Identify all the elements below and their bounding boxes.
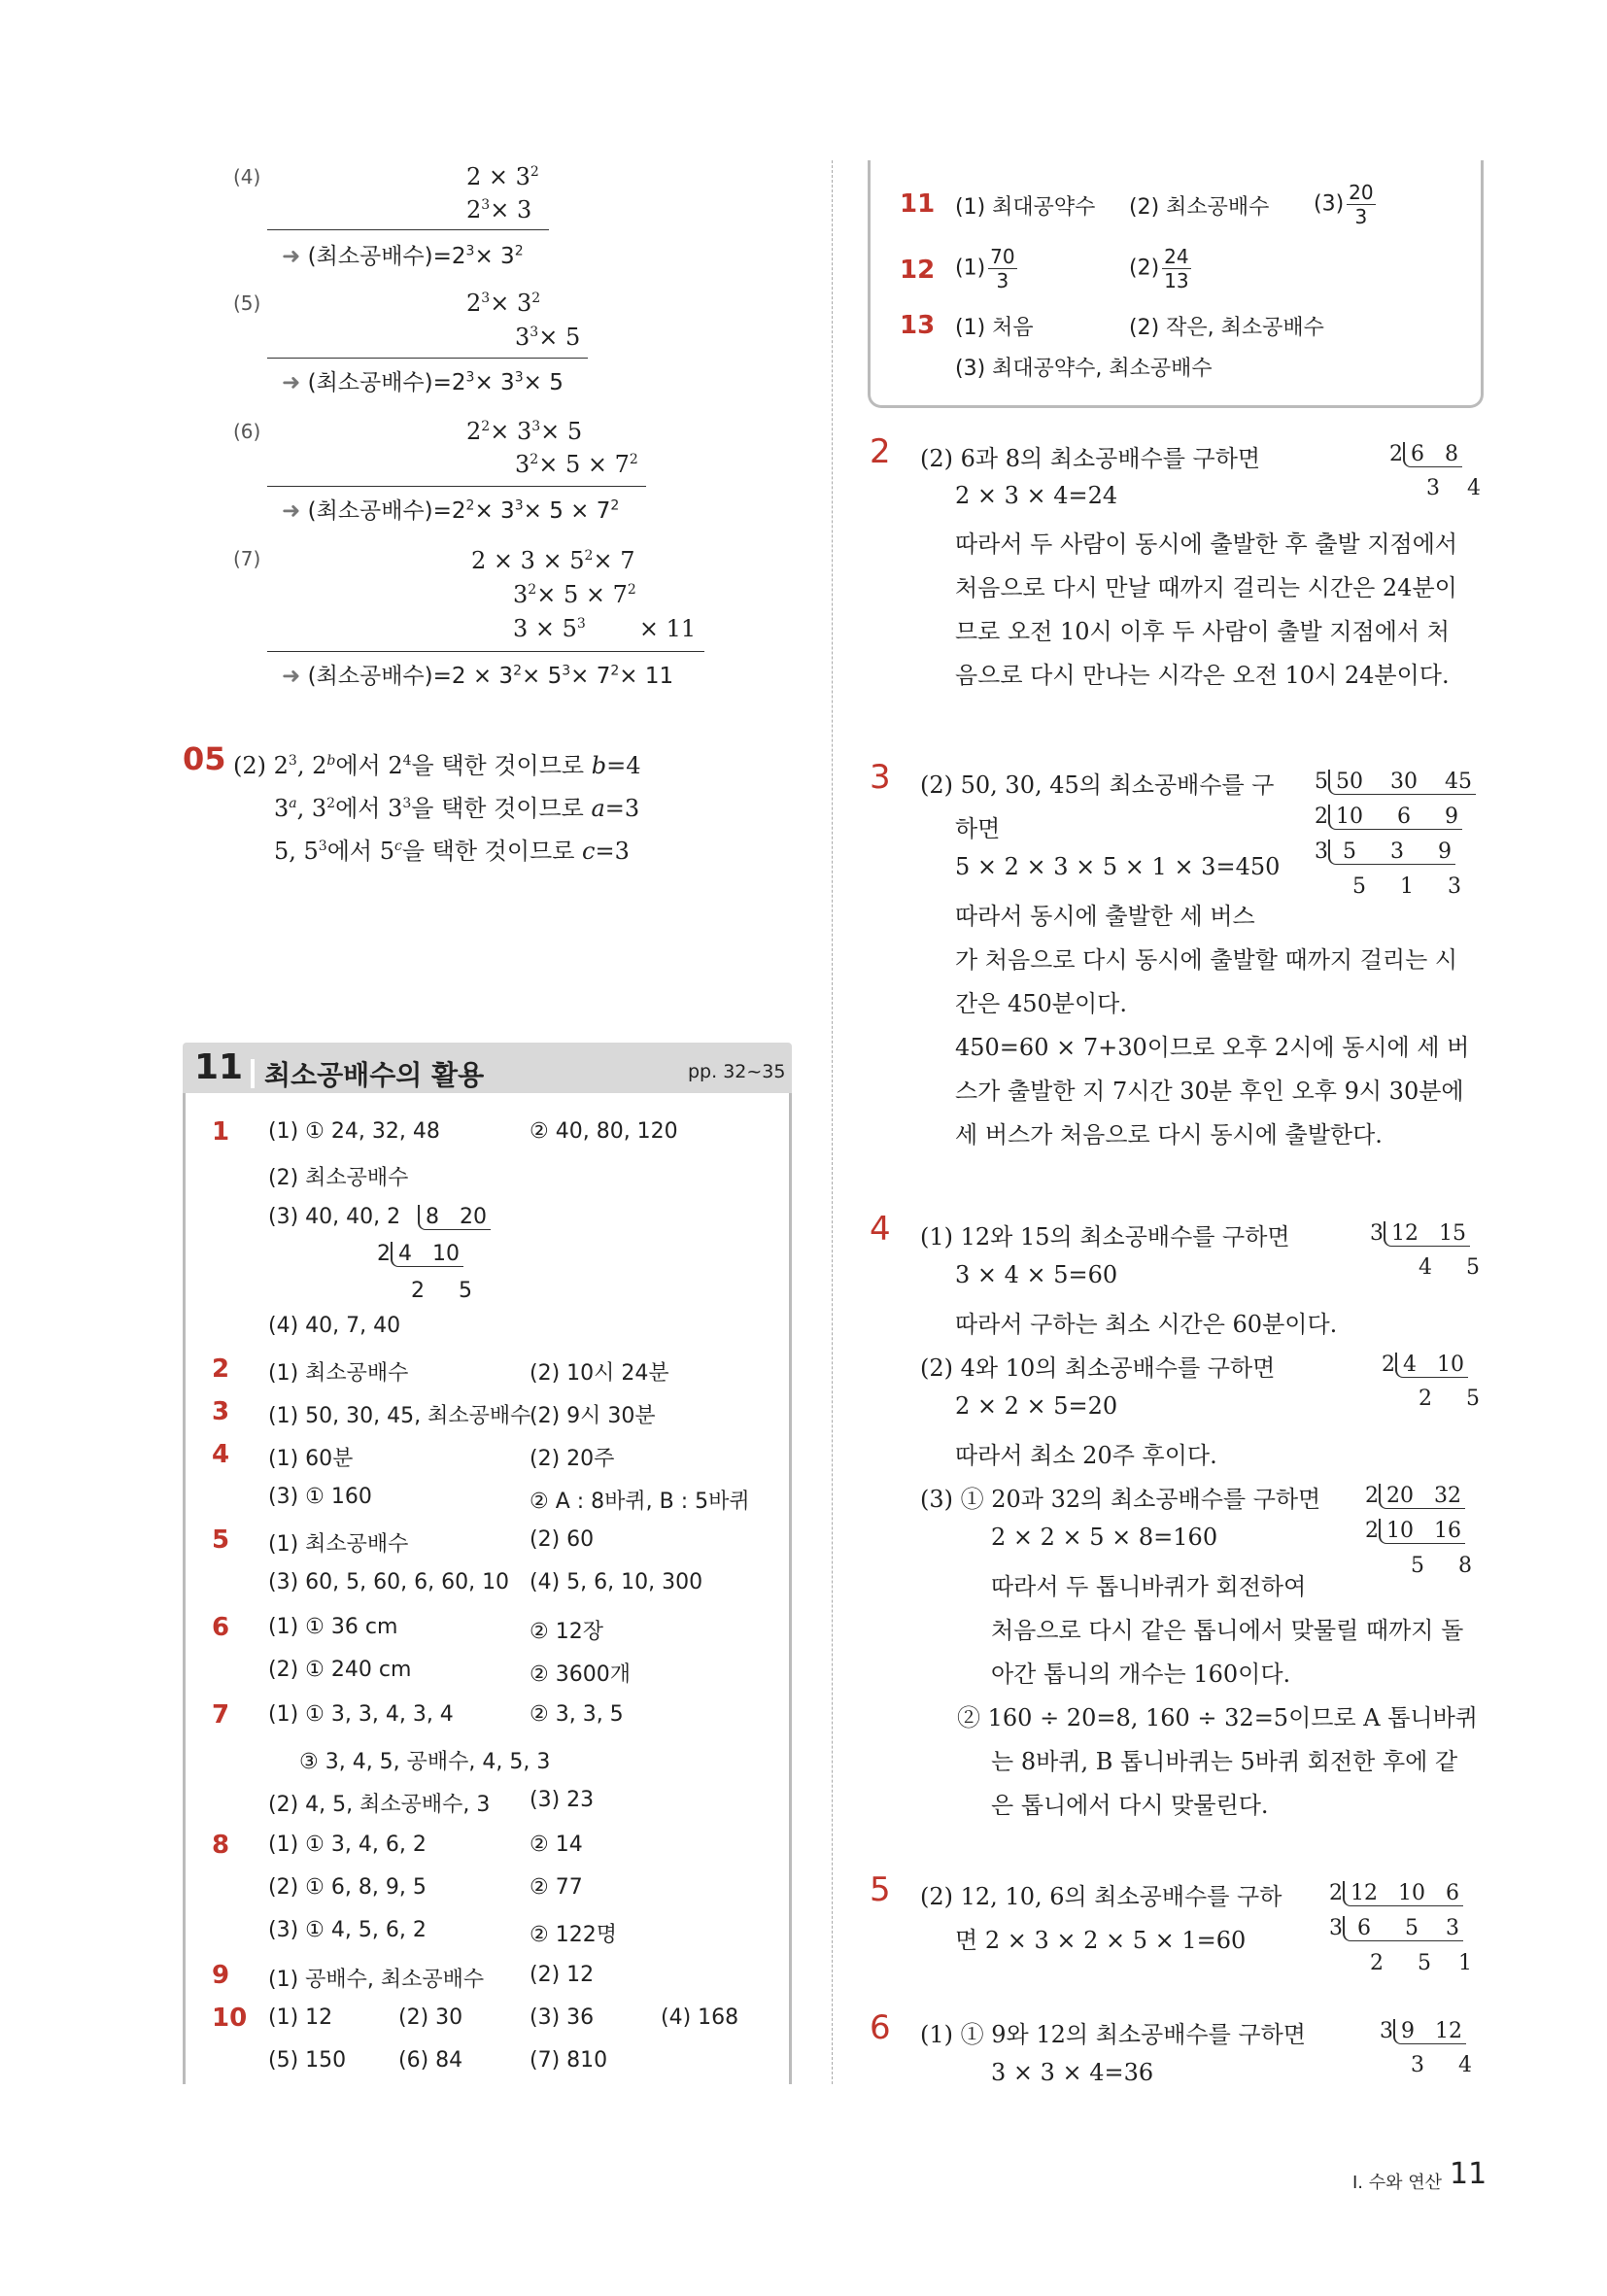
factor-row: $3 \times 5^3 \times 11$ (513, 615, 697, 642)
section-title: 최소공배수의 활용 (264, 1059, 485, 1091)
answer-text: ② 3, 3, 5 (530, 1702, 624, 1727)
division-row: 3 9 12 (1380, 2019, 1466, 2044)
answer-fraction: (2) $\frac{24}{13}$ (1129, 245, 1189, 292)
factor-row: $2^3\times 3$ (466, 196, 532, 223)
problem-label: (6) (233, 420, 261, 443)
answer-number: 12 (900, 256, 936, 285)
answer-number: 11 (900, 189, 936, 219)
answer-text: (1) 최대공약수 (955, 195, 1096, 220)
answer-text: (4) 40, 7, 40 (268, 1314, 401, 1338)
explanation-line: 므로 오전 10시 이후 두 사람이 출발 지점에서 처 (955, 618, 1450, 645)
lcm-result: ➜ (최소공배수)$=2 \times 3^2\times 5^3\times 7^2\times 11$ (282, 663, 674, 689)
explanation-line: 5, $5^3$에서 5$^c$을 택한 것이므로 c=3 (274, 838, 630, 865)
factor-row: $2^2\times 3^3\times 5$ (466, 418, 583, 445)
answer-text: (2) 9시 30분 (530, 1404, 656, 1428)
explanation-line: 따라서 최소 20주 후이다. (955, 1442, 1217, 1469)
answer-text: ② A : 8바퀴, B : 5바퀴 (530, 1490, 750, 1514)
division-row: 2 6 8 (1389, 442, 1462, 467)
answer-number: 1 (212, 1117, 230, 1147)
answer-text: (1) 최소공배수 (268, 1361, 409, 1386)
division-row: 3 5 3 9 (1315, 840, 1455, 865)
explanation-line: 음으로 다시 만나는 시각은 오전 10시 24분이다. (955, 662, 1450, 689)
explanation-number: 5 (870, 1870, 891, 1909)
explanation-line: 따라서 두 톱니바퀴가 회전하여 (991, 1573, 1307, 1600)
division-quotient: 3 4 (1426, 476, 1481, 500)
answer-text: (6) 84 (398, 2048, 463, 2073)
explanation-line: 처음으로 다시 만날 때까지 걸리는 시간은 24분이 (955, 574, 1457, 601)
lcm-result: ➜ (최소공배수)$=2^3\times 3^3\times 5$ (282, 369, 564, 395)
answer-text: (1) ① 3, 3, 4, 3, 4 (268, 1702, 454, 1727)
division-row: 2 4 10 (1382, 1353, 1468, 1378)
explanation-number: 2 (870, 432, 891, 471)
question-number: 05 (183, 740, 226, 777)
answer-text: (1) 공배수, 최소공배수 (268, 1968, 485, 1992)
factor-row: $3^2\times 5 \times 7^2$ (515, 451, 638, 478)
problem-label: (5) (233, 291, 261, 315)
factor-row: $2^3\times 3^2$ (466, 290, 541, 317)
explanation-line: 스가 출발한 지 7시간 30분 후인 오후 9시 30분에 (955, 1078, 1464, 1105)
answer-text: ③ 3, 4, 5, 공배수, 4, 5, 3 (299, 1750, 551, 1774)
division-row: 2 4 10 (377, 1242, 463, 1267)
answer-fraction: (3) $\frac{20}{3}$ (1314, 181, 1374, 228)
explanation-number: 4 (870, 1210, 891, 1249)
page-range: pp. 32~35 (688, 1061, 786, 1082)
answer-text: (1) ① 3, 4, 6, 2 (268, 1833, 427, 1857)
explanation-line: 아간 톱니의 개수는 160이다. (991, 1661, 1291, 1688)
factor-row: $3^2\times 5 \times 7^2$ (513, 581, 636, 608)
answer-text: (2) 30 (398, 2005, 463, 2030)
explanation-line: 세 버스가 처음으로 다시 동시에 출발한다. (955, 1121, 1383, 1148)
answer-number: 13 (900, 311, 936, 340)
answer-text: ② 3600개 (530, 1662, 631, 1687)
explanation-line: ② 160 ÷ 20=8, 160 ÷ 32=5이므로 A 톱니바퀴 (957, 1704, 1478, 1731)
lcm-result: ➜ (최소공배수)$=2^3\times 3^2$ (282, 243, 524, 269)
answer-text: (1) 50, 30, 45, 최소공배수 (268, 1404, 531, 1428)
column-divider (832, 160, 833, 2084)
answer-text: (4) 168 (661, 2005, 739, 2030)
explanation-line: 처음으로 다시 같은 톱니에서 맞물릴 때까지 돌 (991, 1617, 1464, 1644)
answer-fraction: (1) $\frac{70}{3}$ (955, 245, 1015, 292)
chapter-label: I. 수와 연산 (1352, 2173, 1443, 2193)
problem-label: (7) (233, 547, 261, 570)
answer-text: (1) ① 36 cm (268, 1615, 398, 1639)
answer-text: (1) ① 24, 32, 48 (268, 1119, 440, 1144)
explanation-line: 450=60 × 7+30이므로 오후 2시에 동시에 세 버 (955, 1034, 1470, 1061)
answer-text: (3) 23 (530, 1788, 595, 1812)
answer-text: (3) 36 (530, 2005, 595, 2030)
answer-text: ② 40, 80, 120 (530, 1119, 678, 1144)
answer-text: (2) 20주 (530, 1447, 615, 1471)
answer-text: (4) 5, 6, 10, 300 (530, 1570, 703, 1594)
explanation-line: (1) 12와 15의 최소공배수를 구하면 (920, 1223, 1290, 1251)
answer-text: (2) 4, 5, 최소공배수, 3 (268, 1793, 491, 1817)
explanation-line: 가 처음으로 다시 동시에 출발할 때까지 걸리는 시 (955, 946, 1458, 974)
problem-label: (4) (233, 165, 261, 188)
explanation-number: 3 (870, 758, 891, 797)
answer-text: (3) 60, 5, 60, 6, 60, 10 (268, 1570, 510, 1594)
answer-text: ② 12장 (530, 1620, 603, 1644)
answer-text: ② 77 (530, 1875, 583, 1900)
explanation-line: 하면 (955, 815, 1001, 842)
explanation-line: 따라서 동시에 출발한 세 버스 (955, 903, 1255, 930)
answer-text: (1) 처음 (955, 316, 1034, 340)
division-quotient: 3 4 (1411, 2053, 1472, 2077)
division-quotient: 2 5 (411, 1279, 472, 1303)
explanation-line: (3) ① 20과 32의 최소공배수를 구하면 (920, 1486, 1321, 1513)
division-row: 3 12 15 (1370, 1221, 1470, 1247)
explanation-line: (2) 4와 10의 최소공배수를 구하면 (920, 1354, 1276, 1382)
division-row: 2 20 32 (1365, 1484, 1465, 1509)
explanation-line: (1) ① 9와 12의 최소공배수를 구하면 (920, 2021, 1306, 2048)
division-quotient: 2 5 1 (1370, 1951, 1472, 1975)
explanation-line: 3 × 3 × 4=36 (991, 2059, 1154, 2086)
answer-text: (2) 10시 24분 (530, 1361, 669, 1386)
division-quotient: 5 8 (1411, 1554, 1472, 1578)
answer-text: (2) ① 6, 8, 9, 5 (268, 1875, 427, 1900)
answer-number: 3 (212, 1397, 230, 1426)
page-number: 11 (1450, 2157, 1487, 2191)
answer-text: (2) 최소공배수 (268, 1166, 409, 1190)
explanation-line: 3$^a$, $3^2$에서 $3^3$을 택한 것이므로 a=3 (274, 795, 640, 822)
explanation-line: 따라서 두 사람이 동시에 출발한 후 출발 지점에서 (955, 531, 1458, 558)
answer-number: 10 (212, 2004, 248, 2033)
explanation-line: (2) 12, 10, 6의 최소공배수를 구하 (920, 1883, 1282, 1910)
explanation-line: (2) $2^3$, 2$^b$에서 $2^4$을 택한 것이므로 b=4 (233, 752, 641, 779)
division-quotient: 5 1 3 (1352, 874, 1461, 899)
answer-number: 2 (212, 1354, 230, 1384)
explanation-number: 6 (870, 2008, 891, 2047)
explanation-line: 간은 450분이다. (955, 990, 1127, 1017)
explanation-line: 3 × 4 × 5=60 (955, 1261, 1118, 1288)
division-row: 3 6 5 3 (1329, 1916, 1463, 1941)
division-row: 5 50 30 45 (1315, 770, 1476, 795)
explanation-line: 는 8바퀴, B 톱니바퀴는 5바퀴 회전한 후에 같 (991, 1748, 1458, 1775)
explanation-line: 2 × 2 × 5 × 8=160 (991, 1524, 1218, 1551)
answer-text: (3) ① 4, 5, 6, 2 (268, 1918, 427, 1942)
answer-number: 5 (212, 1525, 230, 1555)
answer-number: 8 (212, 1831, 230, 1860)
answer-text: (2) 60 (530, 1527, 595, 1552)
factor-row: $2 \times 3 \times 5^2\times 7$ (471, 547, 635, 574)
answer-text: (1) 60분 (268, 1447, 354, 1471)
division-quotient: 2 5 (1419, 1387, 1480, 1411)
answer-text: (3) ① 160 (268, 1485, 372, 1509)
division-quotient: 4 5 (1419, 1255, 1480, 1280)
answer-text: (2) 최소공배수 (1129, 195, 1270, 220)
explanation-line: 5 × 2 × 3 × 5 × 1 × 3=450 (955, 853, 1281, 880)
answer-text: (3) 최대공약수, 최소공배수 (955, 357, 1213, 381)
explanation-line: (2) 50, 30, 45의 최소공배수를 구 (920, 771, 1275, 799)
answer-number: 4 (212, 1440, 230, 1469)
division-row: 2 10 6 9 (1315, 805, 1462, 830)
answer-text: (2) 12 (530, 1963, 595, 1987)
answer-text: (7) 810 (530, 2048, 608, 2073)
factor-row: $2 \times 3^2$ (466, 163, 539, 190)
explanation-line: 2 × 3 × 4=24 (955, 482, 1118, 509)
lcm-result: ➜ (최소공배수)$=2^2\times 3^3\times 5 \times 7^2$ (282, 497, 620, 524)
explanation-line: 2 × 2 × 5=20 (955, 1392, 1118, 1420)
answer-text: (1) 최소공배수 (268, 1532, 409, 1557)
answer-text: (2) ① 240 cm (268, 1658, 412, 1682)
factor-row: $3^3\times 5$ (515, 324, 581, 351)
answer-text: ② 14 (530, 1833, 583, 1857)
explanation-line: 은 톱니에서 다시 맞물린다. (991, 1792, 1269, 1819)
section-number: 11 (194, 1047, 244, 1087)
answer-number: 6 (212, 1613, 230, 1642)
answer-text: ② 122명 (530, 1923, 617, 1947)
explanation-line: 면 2 × 3 × 2 × 5 × 1=60 (955, 1927, 1247, 1954)
answer-number: 9 (212, 1961, 230, 1990)
answer-number: 7 (212, 1700, 230, 1730)
answer-text: (1) 12 (268, 2005, 333, 2030)
answer-text: (5) 150 (268, 2048, 347, 2073)
answer-text: (3) 40, 40, 2 (268, 1205, 401, 1229)
division-row: 2 10 16 (1365, 1519, 1465, 1544)
explanation-line: (2) 6과 8의 최소공배수를 구하면 (920, 445, 1261, 472)
answer-text: (2) 작은, 최소공배수 (1129, 316, 1324, 340)
division-row: 8 20 (418, 1205, 491, 1230)
division-row: 2 12 10 6 (1329, 1881, 1463, 1906)
explanation-line: 따라서 구하는 최소 시간은 60분이다. (955, 1311, 1338, 1338)
